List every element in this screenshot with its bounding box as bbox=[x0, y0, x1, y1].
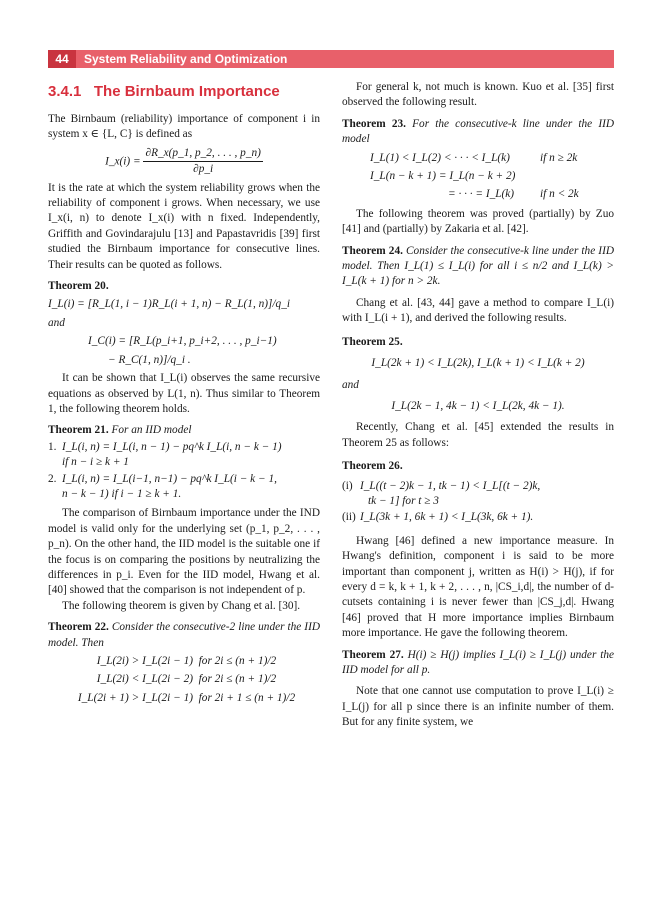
list-number: (ii) bbox=[342, 511, 356, 524]
theorem-label: Theorem 20. bbox=[48, 280, 109, 293]
connector-and: and bbox=[342, 378, 359, 391]
list-number: 2. bbox=[48, 472, 57, 485]
theorem-25 bbox=[342, 335, 614, 350]
paragraph: Chang et al. [43, 44] gave a method to compare I_L(i) with I_L(i + 1), and derived the following results. bbox=[342, 296, 614, 325]
list-text: I_L((t − 2)k − 1, tk − 1) < I_L[(t − 2)k, bbox=[360, 479, 541, 492]
list-item bbox=[342, 479, 614, 510]
paragraph: The Birnbaum (reliability) importance of component i in system x ∈ {L, C} is defined as bbox=[48, 113, 320, 141]
equation-row bbox=[48, 691, 320, 706]
list-item bbox=[48, 472, 320, 503]
connector-and: and bbox=[48, 316, 65, 329]
paragraph: For general k, not much is known. Kuo et al. [35] first observed the following result. bbox=[342, 81, 614, 109]
theorem-text: For the consecutive-k line under the IID model bbox=[342, 117, 614, 146]
theorem-26 bbox=[342, 459, 614, 474]
equation-lhs: = · · · = I_L(k) bbox=[448, 188, 515, 201]
left-column bbox=[48, 80, 320, 709]
fraction bbox=[143, 146, 262, 178]
paragraph: It can be shown that I_L(i) observes the same recursive equations as observed by L(1, n). Thus similar to Theorem 1, the following theorem holds. bbox=[48, 372, 320, 415]
list-text: I_L(3k + 1, 6k + 1) < I_L(3k, 6k + 1). bbox=[360, 511, 534, 524]
theorem-label: Theorem 22. bbox=[48, 621, 109, 634]
theorem-22 bbox=[48, 620, 320, 651]
equation-lhs: I_L(2i) < I_L(2i − 2) bbox=[96, 673, 193, 686]
page-number: 44 bbox=[48, 50, 76, 68]
running-header bbox=[48, 50, 614, 68]
list-number: 1. bbox=[48, 440, 57, 453]
theorem-text: Consider the consecutive-k line under the IID model. Then I_L(1) ≤ I_L(i) for all i ≤ n/2 and I_L(k) > I_L(k + 1) for n > 2k. bbox=[342, 244, 614, 288]
equation-birnbaum-def bbox=[48, 146, 320, 178]
equation-row bbox=[48, 672, 320, 687]
list-item bbox=[342, 510, 614, 525]
equation: I_L(2k − 1, 4k − 1) < I_L(2k, 4k − 1). bbox=[391, 399, 565, 412]
theorem-label: Theorem 26. bbox=[342, 460, 403, 473]
section-title: The Birnbaum Importance bbox=[93, 83, 280, 100]
equation-condition: if n < 2k bbox=[540, 188, 579, 201]
list-text: I_L(i, n) = I_L(i, n − 1) − pq^k I_L(i, n − k − 1) bbox=[62, 440, 282, 453]
paragraph: The following theorem is given by Chang et al. [30]. bbox=[62, 599, 301, 612]
equation-condition: for 2i ≤ (n + 1)/2 bbox=[198, 655, 277, 667]
list-text: n − k − 1) if i − 1 ≥ k + 1. bbox=[62, 487, 182, 500]
equation-row bbox=[342, 169, 614, 184]
right-column bbox=[342, 80, 614, 731]
running-title: System Reliability and Optimization bbox=[84, 52, 288, 66]
theorem-text: For an IID model bbox=[111, 424, 192, 437]
theorem-text: H(i) ≥ H(j) implies I_L(i) ≥ I_L(j) under the IID model for all p. bbox=[342, 648, 615, 676]
list-text: if n − i ≥ k + 1 bbox=[62, 456, 129, 469]
list-number: (i) bbox=[342, 479, 353, 492]
fraction-numerator: ∂R_x(p_1, p_2, . . . , p_n) bbox=[143, 146, 262, 162]
equation: − R_C(1, n)]/q_i . bbox=[108, 353, 191, 366]
equation-lhs: I_x(i) = bbox=[105, 155, 141, 168]
paragraph: It is the rate at which the system reliability grows when the reliability of component i grows. When necessary, we use I_x(i, n) to denote I_x(i) with n fixed. Independently, Griffith and Govindarajulu [13] and Papastavridis [39] first studied the Birnbaum importance for consecutive lines. Their results can be quoted as follows. bbox=[48, 181, 320, 271]
theorem-24 bbox=[342, 244, 614, 290]
theorem-27 bbox=[342, 648, 614, 679]
equation-condition: for 2i + 1 ≤ (n + 1)/2 bbox=[198, 691, 296, 704]
theorem-label: Theorem 24. bbox=[342, 244, 403, 257]
list-text: tk − 1] for t ≥ 3 bbox=[368, 494, 439, 507]
list-item bbox=[48, 440, 320, 471]
equation: I_L(i) = [R_L(1, i − 1)R_L(i + 1, n) − R_L(1, n)]/q_i bbox=[48, 298, 290, 311]
equation-row bbox=[342, 151, 614, 166]
equation-lhs: I_L(2i) > I_L(2i − 1) bbox=[96, 655, 193, 667]
theorem-label: Theorem 25. bbox=[342, 335, 403, 348]
theorem-20 bbox=[48, 279, 320, 294]
equation-condition: if n ≥ 2k bbox=[540, 151, 578, 164]
equation-row bbox=[48, 654, 320, 669]
theorem-text: Consider the consecutive-2 line under the IID model. Then bbox=[48, 621, 320, 649]
paragraph: Hwang [46] defined a new importance measure. In Hwang's definition, component i is said to be more important than component j, written as H(i) > H(j), if for every d = k, k + 1, k + 2, . . . , n, |CS_i,d|, the number of d-cutsets containing i is never fewer than |CS_j,d|. Hwang [46] proved that H more importance implies Birnbaum more importance. He gave the following theorem. bbox=[342, 534, 614, 640]
section-heading bbox=[48, 82, 320, 102]
equation-condition: for 2i ≤ (n + 1)/2 bbox=[198, 673, 277, 686]
equation-lhs: I_L(1) < I_L(2) < · · · < I_L(k) bbox=[370, 151, 510, 164]
theorem-21 bbox=[48, 423, 320, 438]
theorem-label: Theorem 23. bbox=[342, 117, 406, 130]
theorem-23 bbox=[342, 117, 614, 148]
paragraph: Recently, Chang et al. [45] extended the results in Theorem 25 as follows: bbox=[342, 421, 614, 449]
list-text: I_L(i, n) = I_L(i−1, n−1) − pq^k I_L(i − k − 1, bbox=[62, 472, 277, 485]
theorem-label: Theorem 21. bbox=[48, 424, 109, 437]
section-number: 3.4.1 bbox=[48, 83, 82, 100]
paragraph: The comparison of Birnbaum importance under the IND model is valid only for the underlying set (p_1, p_2, . . . , p_n). On the other hand, the IID model is the suitable one if the focus is on comparing the positions by neutralizing the differences in p_i. Even for the IID model, Hwang et al. [40] showed that the comparison is not independent of p. bbox=[48, 507, 320, 597]
theorem-label: Theorem 27. bbox=[342, 648, 404, 661]
fraction-denominator: ∂p_i bbox=[193, 163, 214, 176]
equation-row bbox=[342, 187, 614, 202]
equation-lhs: I_L(2i + 1) > I_L(2i − 1) bbox=[77, 691, 193, 704]
equation-lhs: I_L(n − k + 1) = I_L(n − k + 2) bbox=[370, 170, 516, 183]
equation: I_C(i) = [R_L(p_i+1, p_i+2, . . . , p_i−1) bbox=[88, 335, 277, 348]
paragraph: The following theorem was proved (partially) by Zuo [41] and (partially) by Zakaria et al. [42]. bbox=[342, 207, 614, 236]
paragraph: Note that one cannot use computation to prove I_L(i) ≥ I_L(j) for all p since there is an infinite number of them. But for any finite system, we bbox=[342, 685, 614, 729]
equation: I_L(2k + 1) < I_L(2k), I_L(k + 1) < I_L(k + 2) bbox=[371, 357, 585, 370]
